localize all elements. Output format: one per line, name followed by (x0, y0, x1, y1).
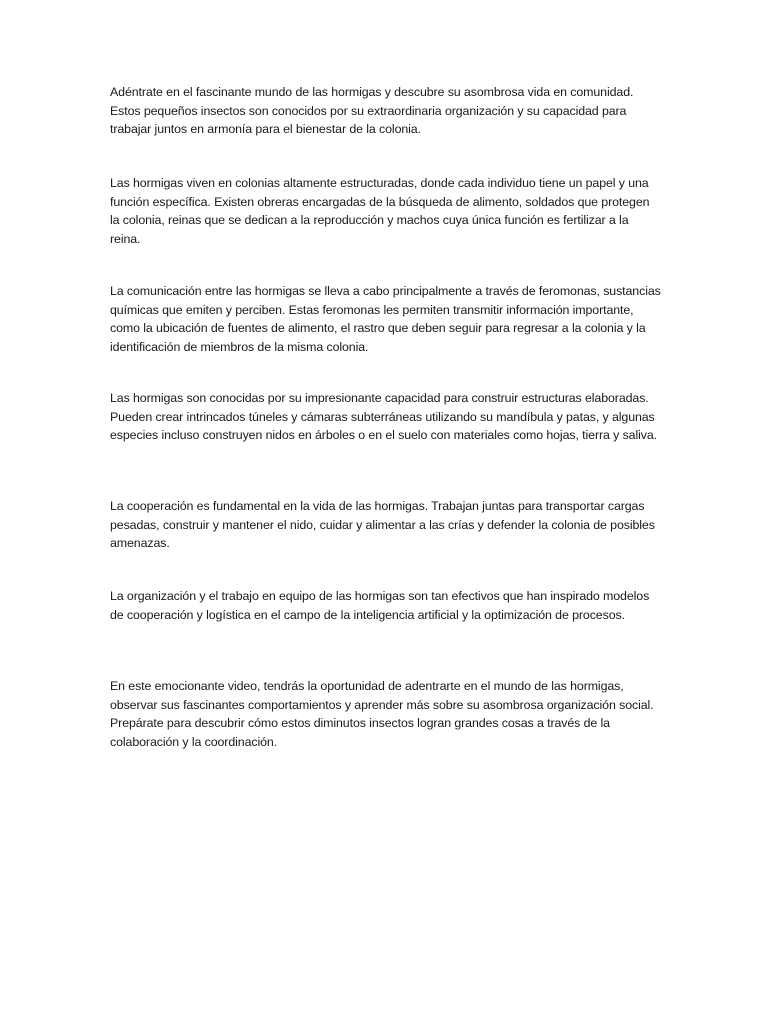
paragraph-colony-structure: Las hormigas viven en colonias altamente estructuradas, donde cada individuo tiene un papel y una función específica. Existen obreras encargadas de la búsqueda de alimento, soldados que protegen la colonia, reinas que se dedican a la reproducción y machos cuya única función es fertilizar a la reina. (110, 176, 650, 246)
paragraph-construction: Las hormigas son conocidas por su impresionante capacidad para construir estructuras elaboradas. Pueden crear intrincados túneles y cámaras subterráneas utilizando su mandíbula y patas, y algunas especies incluso construyen nidos en árboles o en el suelo con materiales como hojas, tierra y saliva. (110, 391, 657, 443)
paragraph-cooperation: La cooperación es fundamental en la vida de las hormigas. Trabajan juntas para transportar cargas pesadas, construir y mantener el nido, cuidar y alimentar a las crías y defender la colonia de posibles amenazas. (110, 499, 655, 551)
paragraph-organization: La organización y el trabajo en equipo de las hormigas son tan efectivos que han inspirado modelos de cooperación y logística en el campo de la inteligencia artificial y la optimización de procesos. (110, 589, 650, 622)
paragraph-video: En este emocionante video, tendrás la oportunidad de adentrarte en el mundo de las hormigas, observar sus fascinantes comportamientos y aprender más sobre su asombrosa organización social. Prepárate para descubrir cómo estos diminutos insectos logran grandes cosas a través de la colaboración y la coordinación. (110, 679, 654, 749)
paragraph-communication: La comunicación entre las hormigas se lleva a cabo principalmente a través de feromonas, sustancias químicas que emiten y perciben. Estas feromonas les permiten transmitir información importante, como la ubicación de fuentes de alimento, el rastro que deben seguir para regresar a la colonia y la identificación de miembros de la misma colonia. (110, 284, 661, 354)
paragraph-intro: Adéntrate en el fascinante mundo de las hormigas y descubre su asombrosa vida en comunidad. Estos pequeños insectos son conocidos por su extraordinaria organización y su capacidad para trabajar juntos en armonía para el bienestar de la colonia. (110, 85, 634, 137)
